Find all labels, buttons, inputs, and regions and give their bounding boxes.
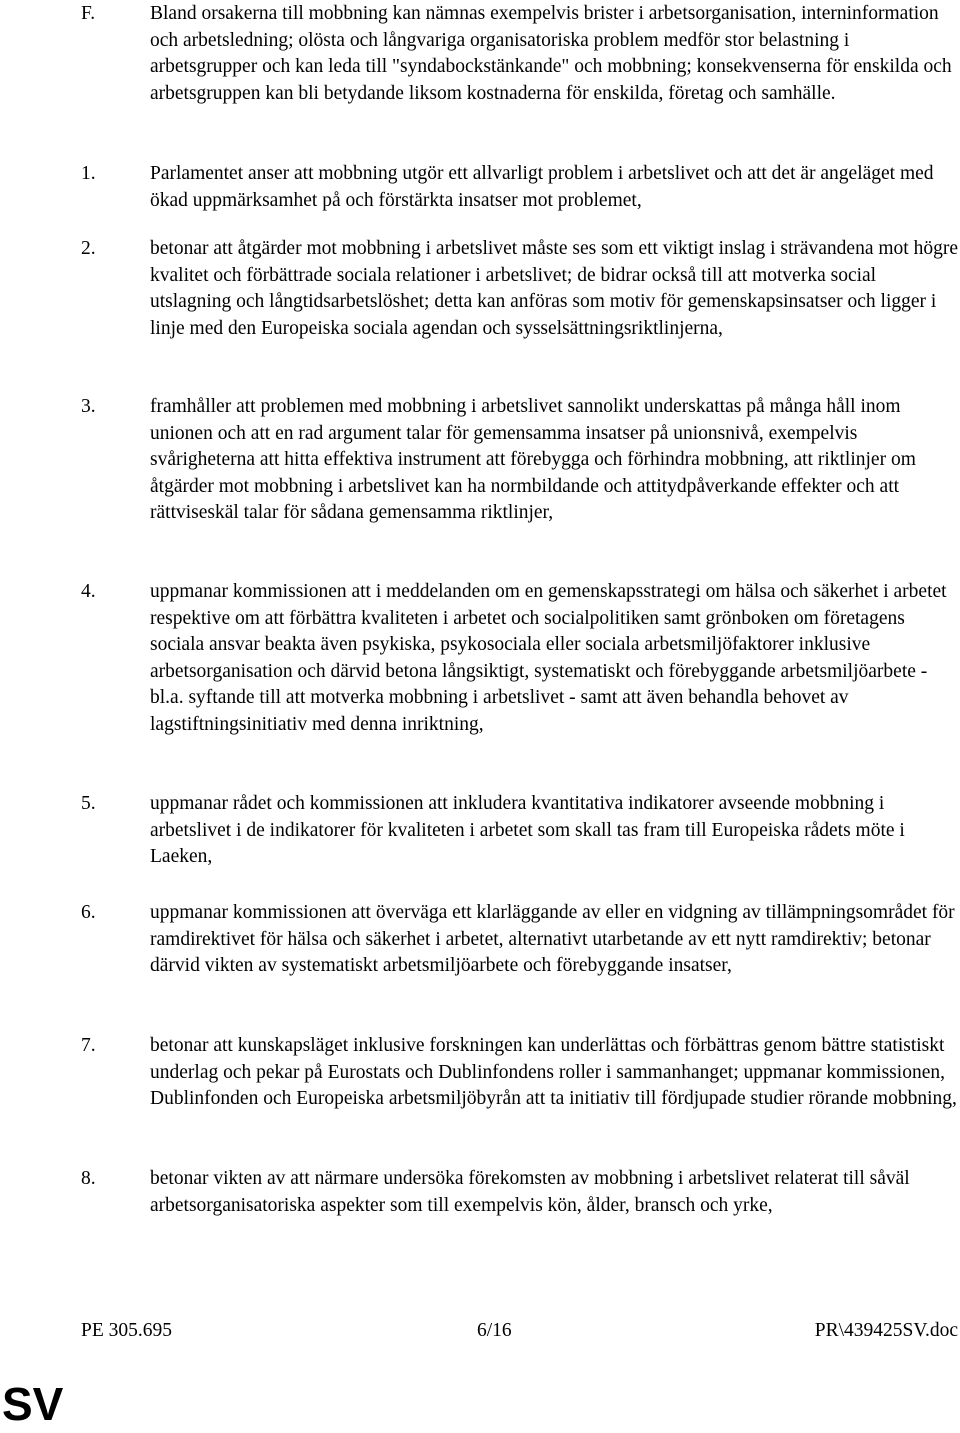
footer-document-name: PR\439425SV.doc	[814, 1320, 958, 1341]
footer-page-number: 6/16	[477, 1320, 512, 1341]
item-text: uppmanar kommissionen att i meddelanden om en gemenskapsstrategi om hälsa och säkerhet i arbetet respektive om att förbättra kvaliteten i arbetet och socialpolitiken samt grönboken om företagens sociala ansvar beakta även psykiska, psykosociala eller sociala arbetsmiljöfaktorer inklusive arbetsorganisation och därvid betona långsiktigt, systematiskt och förebyggande arbetsmiljöarbete - bl.a. syftande till att motverka mobbning i arbetslivet - samt att även behandla behovet av lagstiftningsinitiativ med denna inriktning,	[150, 581, 947, 735]
item-number: 6.	[81, 902, 96, 923]
language-code: SV	[2, 1378, 64, 1430]
item-text: uppmanar kommissionen att överväga ett klarläggande av eller en vidgning av tillämpningsområdet för ramdirektivet för hälsa och säkerhet i arbetet, alternativt utarbetande av ett nytt ramdirektiv; betonar därvid vikten av systematiskt arbetsmiljöarbete och förebyggande insatser,	[150, 902, 955, 977]
footer-reference: PE 305.695	[81, 1320, 173, 1341]
item-number: 4.	[81, 581, 96, 602]
item-number: F.	[81, 3, 96, 24]
item-text: uppmanar rådet och kommissionen att inkludera kvantitativa indikatorer avseende mobbning i arbetslivet i de indikatorer för kvaliteten i arbetet som skall tas fram till Europeiska rådets möte i Laeken,	[150, 793, 905, 868]
page-footer	[0, 1318, 960, 1348]
item-number: 5.	[81, 793, 96, 814]
item-text: Parlamentet anser att mobbning utgör ett allvarligt problem i arbetslivet och att det är angeläget med ökad uppmärksamhet på och förstärkta insatser mot problemet,	[150, 163, 934, 211]
item-number: 1.	[81, 163, 96, 184]
item-text: betonar att åtgärder mot mobbning i arbetslivet måste ses som ett viktigt inslag i strävandena mot högre kvalitet och förbättrade sociala relationer i arbetslivet; de bidrar också till att motverka social utslagning och långtidsarbetslöshet; detta kan anföras som motiv för gemenskapsinsatser och ligger i linje med den Europeiska sociala agendan och sysselsättningsriktlinjerna,	[150, 238, 958, 339]
item-number: 8.	[81, 1168, 96, 1189]
item-number: 7.	[81, 1035, 96, 1056]
item-text: betonar vikten av att närmare undersöka förekomsten av mobbning i arbetslivet relaterat till såväl arbetsorganisatoriska aspekter som till exempelvis kön, ålder, bransch och yrke,	[150, 1168, 910, 1216]
item-text: betonar att kunskapsläget inklusive forskningen kan underlättas och förbättras genom bättre statistiskt underlag och pekar på Eurostats och Dublinfondens roller i sammanhanget; uppmanar kommissionen, Dublinfonden och Europeiska arbetsmiljöbyrån att ta initiativ till fördjupade studier rörande mobbning,	[150, 1035, 957, 1110]
item-number: 3.	[81, 396, 96, 417]
item-text: framhåller att problemen med mobbning i arbetslivet sannolikt underskattas på många håll inom unionen och att en rad argument talar för gemensamma insatser på unionsnivå, exempelvis svårigheterna att hitta effektiva instrument att förebygga och förhindra mobbning, att riktlinjer om åtgärder mot mobbning i arbetslivet kan ha normbildande och attitydpåverkande effekter och att rättviseskäl talar för sådana gemensamma riktlinjer,	[150, 396, 916, 524]
item-text: Bland orsakerna till mobbning kan nämnas exempelvis brister i arbetsorganisation, interninformation och arbetsledning; olösta och långvariga organisatoriska problem medför stor belastning i arbetsgrupper och kan leda till "syndabockstänkande" och mobbning; konsekvenserna för enskilda och arbetsgruppen kan bli betydande liksom kostnaderna för enskilda, företag och samhälle.	[150, 3, 952, 104]
item-number: 2.	[81, 238, 96, 259]
